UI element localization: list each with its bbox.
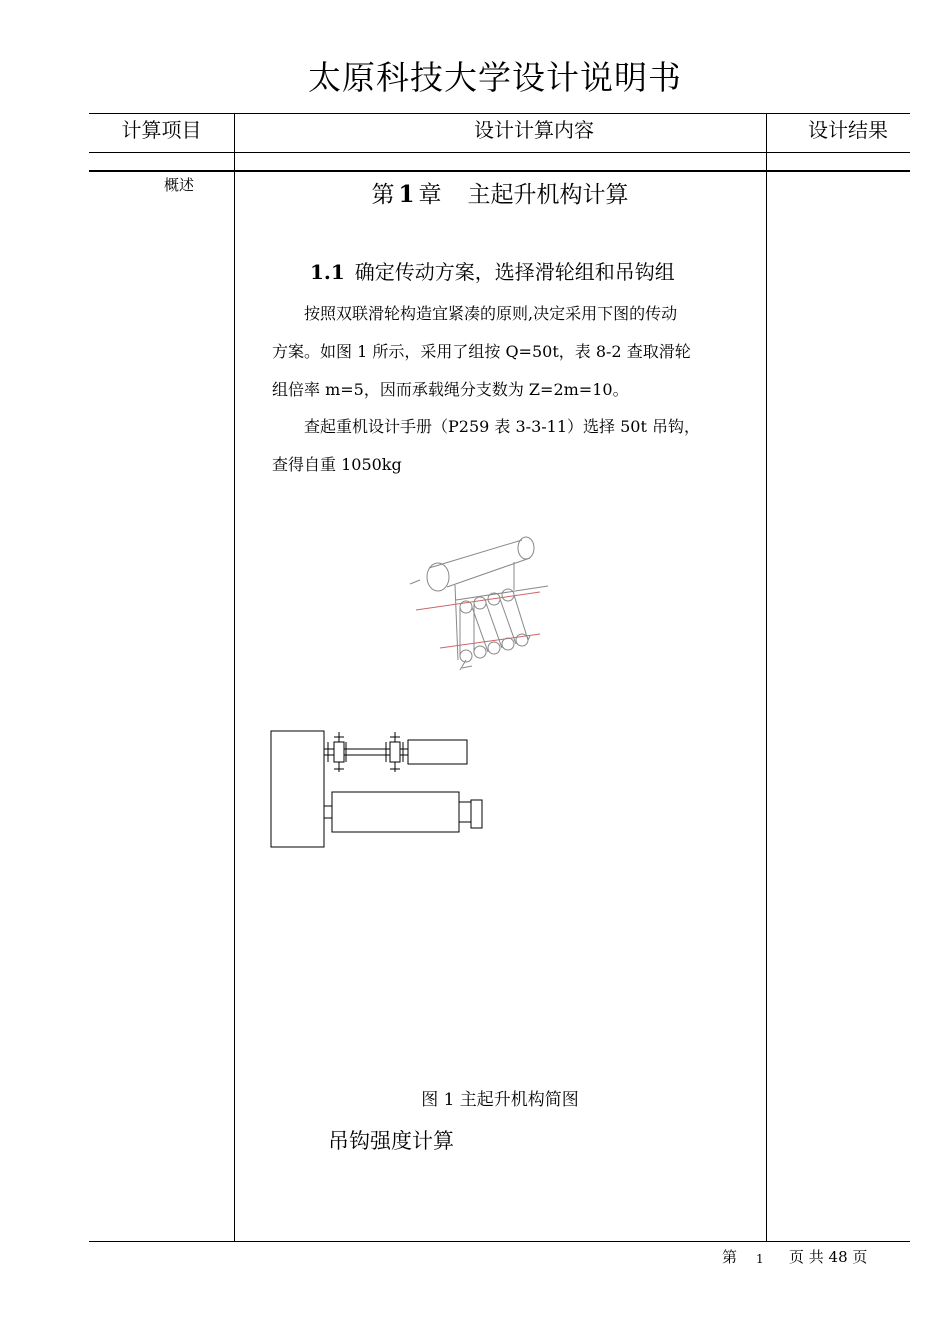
chapter-name: 主起升机构计算 <box>467 182 629 208</box>
pulley-block-diagram <box>400 530 550 675</box>
paragraph-line: 查起重机设计手册（P259 表 3-3-11）选择 50t 吊钩， <box>304 417 700 436</box>
paragraph-line: 按照双联滑轮构造宜紧凑的原则,决定采用下图的传动 <box>304 304 678 323</box>
row-label: 概述 <box>163 176 194 194</box>
paragraph-line: 查得自重 1050kg <box>272 455 402 474</box>
paragraph-line: 方案。如图 1 所示，采用了组按 Q=50t，表 8-2 查取滑轮 <box>272 342 691 361</box>
motor-shape <box>408 740 467 764</box>
paragraph-2 <box>272 408 758 484</box>
drive-scheme-diagram <box>268 728 490 852</box>
subheading: 吊钩强度计算 <box>328 1129 454 1153</box>
body-top-border <box>89 170 910 172</box>
figure-caption: 图 1 主起升机构简图 <box>421 1090 579 1110</box>
chapter-number: 1 <box>398 181 415 208</box>
table-bottom-border <box>89 1241 910 1242</box>
footer-page-total: 页 共 48 页 <box>789 1248 868 1266</box>
drum-shape <box>332 792 459 832</box>
header-bottom-border <box>89 152 910 153</box>
column-header-result: 设计结果 <box>808 118 888 142</box>
paragraph-1 <box>272 295 758 409</box>
section-number: 1.1 <box>310 260 345 284</box>
chapter-heading <box>234 176 766 209</box>
column-header-item: 计算项目 <box>121 118 202 142</box>
column-divider-right <box>766 113 767 1242</box>
reducer-box <box>271 731 324 847</box>
footer-page-prefix: 第 <box>722 1248 738 1266</box>
section-heading <box>310 256 675 285</box>
column-divider-left <box>234 113 235 1242</box>
document-title: 太原科技大学设计说明书 <box>308 58 682 97</box>
column-header-content: 设计计算内容 <box>474 118 594 142</box>
footer-page-number: 1 <box>756 1252 764 1266</box>
chapter-suffix: 章 <box>418 182 442 208</box>
chapter-prefix: 第 <box>371 182 395 208</box>
section-name: 确定传动方案，选择滑轮组和吊钩组 <box>354 260 675 284</box>
paragraph-line: 组倍率 m=5，因而承载绳分支数为 Z=2m=10。 <box>272 380 629 399</box>
